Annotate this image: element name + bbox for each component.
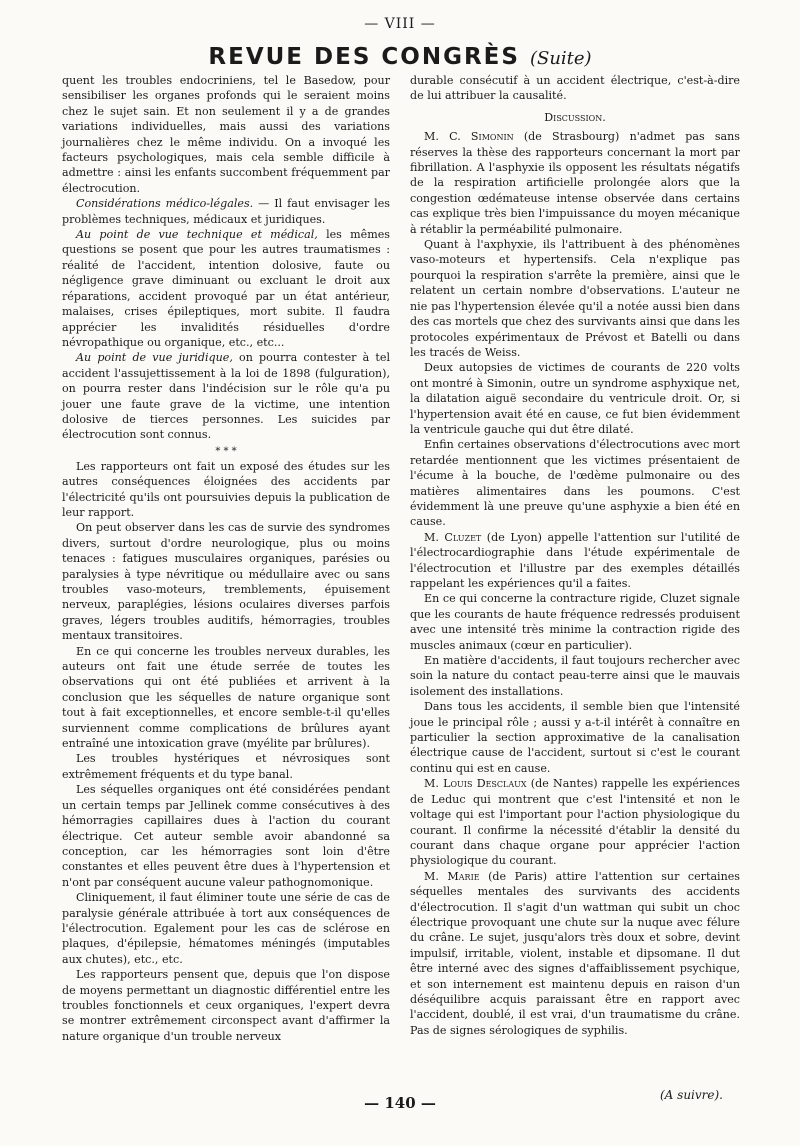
speaker-name: M. Louis Desclaux	[424, 777, 527, 791]
speaker-name: M. Cluzet	[424, 530, 482, 544]
paragraph: En ce qui concerne la contracture rigide, Cluzet signale que les courants de haute fréquence redressés produisent avec une intensité très minime la contraction rigide des muscles animaux (cœur en particulier).	[410, 592, 740, 652]
paragraph	[62, 196, 390, 227]
paragraph-text: (de Lyon) appelle l'attention sur l'utilité de l'électrocardiographie dans l'étude expérimentale de l'électrocution et l'illustre par des exemples détaillés rappelant les expériences qu'il a faites.	[410, 530, 740, 590]
paragraph: On peut observer dans les cas de survie des syndromes divers, surtout d'ordre neurologique, plus ou moins tenaces : fatigues musculaires organiques, parésies ou paralysies à type névritique ou médullaire avec ou sans troubles vaso-moteurs, tremblements, épuisement nerveux, paraplégies, lésions oculaires diverses parfois graves, légers troubles auditifs, hémorragies, troubles mentaux transitoires.	[62, 521, 390, 643]
journal-title	[0, 44, 800, 70]
section-lead: Au point de vue technique et médical,	[76, 228, 318, 242]
section-lead: Au point de vue juridique,	[76, 351, 233, 365]
speaker-name: M. C. Simonin	[424, 130, 514, 144]
paragraph-text: les mêmes questions se posent que pour les autres traumatismes : réalité de l'accident, intention dolosive, faute ou négligence grave diminuant ou excluant le droit aux réparations, accident provoqué par un état antérieur, malaises, crises épileptiques, mort subite. Il faudra apprécier les invalidités résiduelles d'ordre névropathique ou organique, etc., etc...	[62, 228, 390, 349]
paragraph	[62, 227, 390, 350]
paragraph-text: (de Nantes) rappelle les expériences de Leduc qui montrent que c'est l'intensité et non le voltage qui est l'important pour l'action physiologique du courant. Il confirme la nécessité d'établir la densité du courant dans chaque organe pour apprécier l'action physiologique du courant.	[410, 777, 740, 868]
paragraph: Les rapporteurs pensent que, depuis que l'on dispose de moyens permettant un diagnostic différentiel entre les troubles fonctionnels et ceux organiques, l'expert devra se montrer extrêmement circonspect avant d'affirmer la nature organique d'un trouble nerveux	[62, 968, 390, 1043]
speaker-name: M. Marie	[424, 869, 480, 883]
section-asterism: * * *	[215, 445, 237, 457]
paragraph: durable consécutif à un accident électrique, c'est-à-dire de lui attribuer la causalité.	[410, 74, 740, 103]
paragraph: En ce qui concerne les troubles nerveux durables, les auteurs ont fait une étude serrée de toutes les observations qui ont été publiées et arrivent à la conclusion que les séquelles de nature organique sont tout à fait exceptionnelles, et encore semble-t-il qu'elles surviennent comme complications de brûlures ayant entraîné une intoxication grave (myélite par brûlures).	[62, 644, 390, 751]
paragraph: Les séquelles organiques ont été considérées pendant un certain temps par Jellinek comme consécutives à des hémorragies capillaires dues à l'action du courant électrique. Cet auteur semble avoir abandonné sa conception, car les hémorragies sont loin d'être constantes et elles peuvent être dues à l'hypertension et n'ont par conséquent aucune valeur pathognomonique.	[62, 783, 390, 889]
paragraph: Les rapporteurs ont fait un exposé des études sur les autres conséquences éloignées des accidents par l'électricité qu'ils ont poursuivies depuis la publication de leur rapport.	[62, 459, 390, 519]
title-suite: (Suite)	[529, 48, 592, 69]
paragraph: Enfin certaines observations d'électrocutions avec mort retardée mentionnent que les victimes présentaient de l'écume à la bouche, de l'œdème pulmonaire ou des matières alimentaires dans les poumons. C'est évidemment là une preuve qu'une asphyxie a bien été en cause.	[410, 438, 740, 529]
page-number: — 140 —	[364, 1094, 436, 1112]
page-roman-numeral: — VIII —	[364, 16, 436, 32]
continued-note: (A suivre).	[660, 1088, 723, 1102]
paragraph: Quant à l'axphyxie, ils l'attribuent à des phénomènes vaso-moteurs et hypertensifs. Cela n'explique pas pourquoi la respiration s'arrête la première, ainsi que le relatent un certain nombre d'observations. L'auteur ne nie pas l'hypertension élevée qu'il a notée aussi bien dans des cas mortels que chez des survivants ainsi que dans les protocoles expérimentaux de Prévost et Batelli ou dans les tracés de Weiss.	[410, 238, 740, 359]
paragraph	[62, 350, 390, 442]
paragraph: Cliniquement, il faut éliminer toute une série de cas de paralysie générale attribuée à tort aux conséquences de l'électrocution. Egalement pour les cas de sclérose en plaques, d'épilepsie, hématomes méningés (imputables aux chutes), etc., etc.	[62, 891, 390, 966]
paragraph: En matière d'accidents, il faut toujours rechercher avec soin la nature du contact peau-terre ainsi que le mauvais isolement des installations.	[410, 654, 740, 698]
paragraph	[410, 129, 740, 237]
section-lead: Considérations médico-légales.	[76, 197, 254, 211]
paragraph-text: (de Paris) attire l'attention sur certaines séquelles mentales des survivants des accidents d'électrocution. Il s'agit d'un wattman qui subit un choc électrique provoquant une chute sur la nuque avec félure du crâne. Le sujet, jusqu'alors très doux et sobre, devint impulsif, irritable, violent, instable et dipsomane. Il dut être interné avec des signes d'affaiblissement psychique, et son internement est maintenu depuis en raison d'un déséquilibre acquis paraissant être en rapport avec l'accident, doublé, il est vrai, d'un traumatisme du crâne. Pas de signes sérologiques de syphilis.	[410, 869, 741, 1037]
paragraph: Dans tous les accidents, il semble bien que l'intensité joue le principal rôle ; aussi y a-t-il intérêt à connaître en particulier la section approximative de la canalisation électrique cause de l'accident, surtout si c'est le courant continu qui est en cause.	[410, 700, 740, 775]
discussion-heading: Discussion.	[544, 110, 606, 124]
paragraph-text: (de Strasbourg) n'admet pas sans réserves la thèse des rapporteurs concernant la mort par fibrillation. A l'asphyxie ils opposent les résultats négatifs de la respiration artificielle prolongée alors que la congestion œdémateuse intense observée dans certains cas explique très bien l'impuissance du moyen mécanique à rétablir la perméabilité pulmonaire.	[410, 130, 740, 236]
title-text: REVUE DES CONGRÈS	[208, 44, 520, 70]
right-column	[410, 73, 740, 1038]
paragraph: Les troubles hystériques et névrosiques sont extrêmement fréquents et du type banal.	[62, 752, 390, 781]
paragraph-text: on pourra contester à tel accident l'assujettissement à la loi de 1898 (fulguration), on pourra rester dans l'indécision sur le rôle qu'a pu jouer une faute grave de la victime, une intention dolosive de tierces personnes. Les suicides par électrocution sont connus.	[62, 351, 390, 442]
paragraph	[410, 869, 740, 1038]
paragraph: Deux autopsies de victimes de courants de 220 volts ont montré à Simonin, outre un syndrome asphyxique net, la dilatation aiguë secondaire du ventricule droit. Or, si l'hypertension avait été en cause, ce fut bien évidemment la ventricule gauche qui dut être dilaté.	[410, 361, 740, 436]
paragraph-text: — Il faut envisager les problèmes techniques, médicaux et juridiques.	[62, 197, 390, 226]
left-column	[62, 73, 390, 1044]
paragraph	[410, 776, 740, 868]
paragraph: quent les troubles endocriniens, tel le Basedow, pour sensibiliser les organes profonds qui le seraient moins chez le sujet sain. Et non seulement il y a de grandes variations individuelles, mais aussi des variations journalières chez le même individu. On a invoqué les facteurs psychologiques, mais cela semble difficile à admettre : ainsi les enfants succombent fréquemment par électrocution.	[62, 74, 390, 195]
paragraph	[410, 530, 740, 592]
